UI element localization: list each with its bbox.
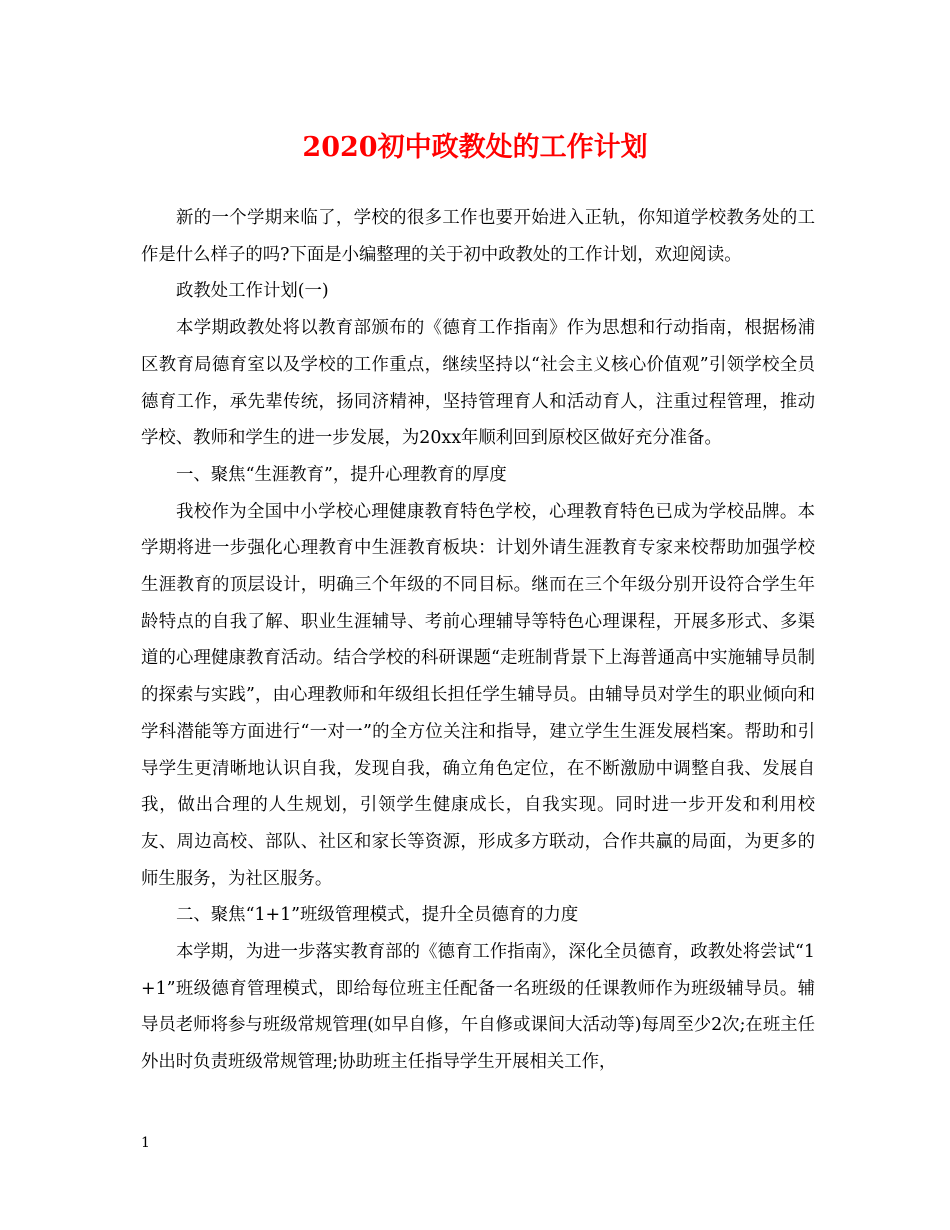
document-body	[141, 200, 815, 1081]
section-heading-plan-one: 政教处工作计划(一)	[176, 281, 329, 302]
section-heading-two: 二、聚焦“1+1”班级管理模式，提升全员德育的力度	[176, 905, 579, 926]
overview-paragraph: 本学期政教处将以教育部颁布的《德育工作指南》作为思想和行动指南，根据杨浦区教育局德育室以及学校的工作重点，继续坚持以“社会主义核心价值观”引领学校全员德育工作，承先辈传统，扬同济精神，坚持管理育人和活动育人，注重过程管理，推动学校、教师和学生的进一步发展，为20xx年顺利回到原校区做好充分准备。	[141, 318, 815, 449]
section-one-paragraph: 我校作为全国中小学校心理健康教育特色学校，心理教育特色已成为学校品牌。本学期将进一步强化心理教育中生涯教育板块：计划外请生涯教育专家来校帮助加强学校生涯教育的顶层设计，明确三个年级的不同目标。继而在三个年级分别开设符合学生年龄特点的自我了解、职业生涯辅导、考前心理辅导等特色心理课程，开展多形式、多渠道的心理健康教育活动。结合学校的科研课题“走班制背景下上海普通高中实施辅导员制的探索与实践”，由心理教师和年级组长担任学生辅导员。由辅导员对学生的职业倾向和学科潜能等方面进行“一对一”的全方位关注和指导，建立学生生涯发展档案。帮助和引导学生更清晰地认识自我，发现自我，确立角色定位，在不断激励中调整自我、发展自我，做出合理的人生规划，引领学生健康成长，自我实现。同时进一步开发和利用校友、周边高校、部队、社区和家长等资源，形成多方联动，合作共赢的局面，为更多的师生服务，为社区服务。	[141, 501, 815, 889]
intro-paragraph: 新的一个学期来临了，学校的很多工作也要开始进入正轨，你知道学校教务处的工作是什么样子的吗?下面是小编整理的关于初中政教处的工作计划，欢迎阅读。	[141, 208, 815, 265]
page-number: 1	[141, 1135, 150, 1151]
section-heading-one: 一、聚焦“生涯教育”，提升心理教育的厚度	[176, 464, 507, 485]
document-title: 2020初中政教处的工作计划	[302, 132, 648, 163]
section-two-paragraph: 本学期，为进一步落实教育部的《德育工作指南》，深化全员德育，政教处将尝试“1+1”班级德育管理模式，即给每位班主任配备一名班级的任课教师作为班级辅导员。辅导员老师将参与班级常规管理(如早自修，午自修或课间大活动等)每周至少2次;在班主任外出时负责班级常规管理;协助班主任指导学生开展相关工作，	[141, 942, 815, 1073]
